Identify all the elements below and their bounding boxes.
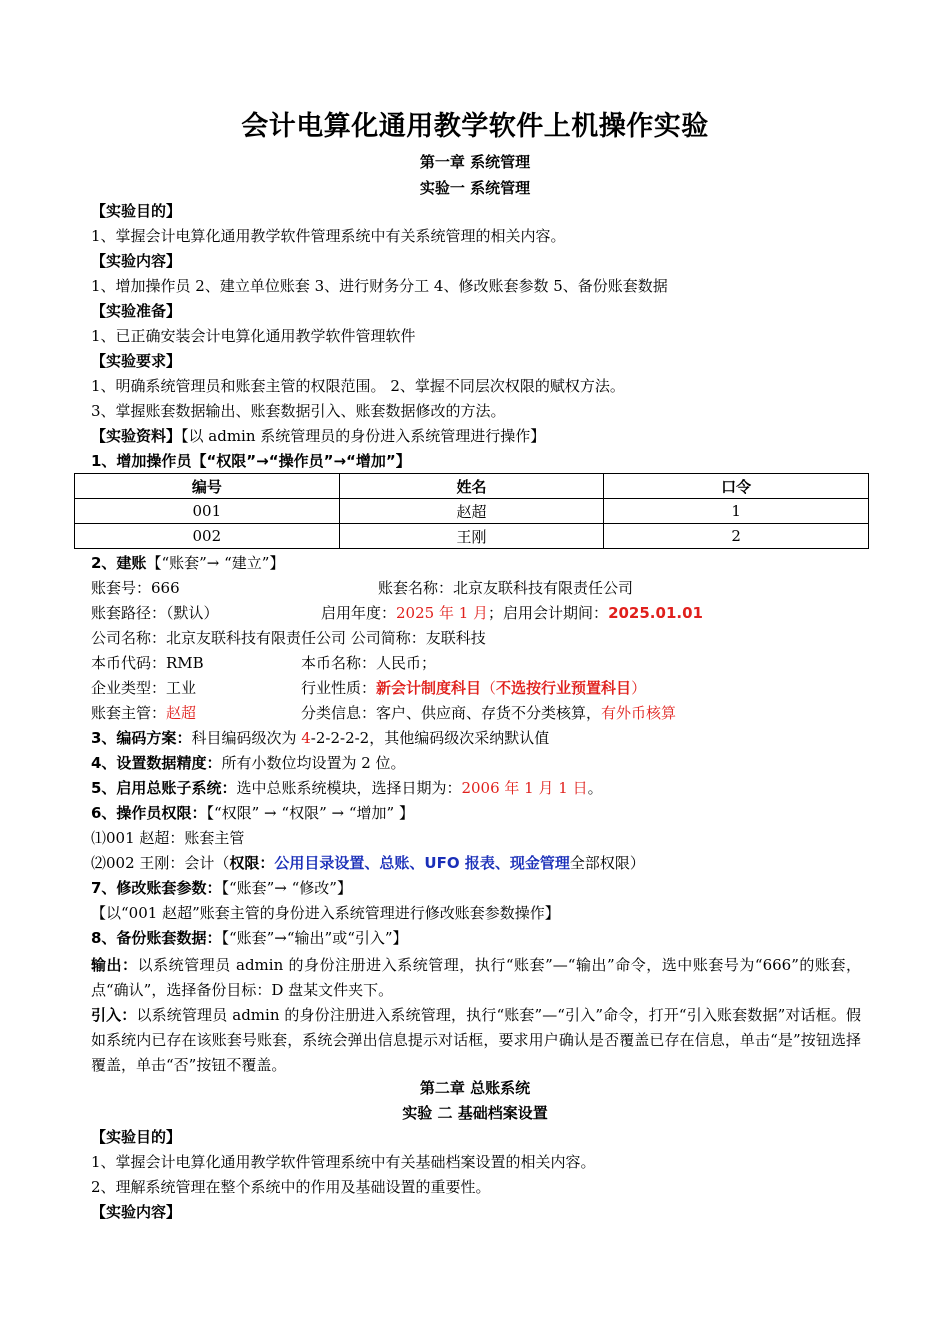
acc-row-4 [91,653,861,673]
acc-row-1 [91,578,861,598]
start-period: 2025.01.01 [608,604,703,622]
coding-label: 3、编码方案： [91,729,192,747]
enable-end: 。 [587,779,603,797]
table-header-row [75,474,869,499]
backup-path: 【“账套”→“输出”或“引入”】 [221,929,408,947]
purpose-item: 2、理解系统管理在整个系统中的作用及基础设置的重要性。 [91,1178,491,1196]
classify-group [301,703,676,723]
precision-label: 4、设置数据精度： [91,754,222,772]
import-text: 以系统管理员 admin 的身份注册进入系统管理，执行“账套”—“引入”命令，打开“引入账套数据”对话框。假如系统内已存在该账套号账套，系统会弹出信息提示对话框，要求用户确认是否覆盖已存在信息，单击“是”按钮选择覆盖，单击“否”按钮不覆盖。 [91,1006,861,1074]
enable-label: 5、启用总账子系统： [91,779,237,797]
export-text: 以系统管理员 admin 的身份注册进入系统管理，执行“账套”—“输出”命令，选中账套号为“666”的账套，点“确认”，选择备份目标：D 盘某文件夹下。 [91,956,861,999]
export-paragraph [91,953,861,1003]
supervisor-name: 赵超 [166,704,197,722]
supervisor-label: 账套主管： [91,704,167,722]
import-label: 引入： [91,1006,137,1024]
section-prep: 【实验准备】 [91,302,182,320]
coding-line [91,728,861,748]
perm-pre: ⑵002 王刚：会计（ [91,854,230,872]
table-cell: 001 [75,499,340,524]
industry-paren: ） [631,679,647,697]
add-operator-heading: 1、增加操作员【“权限”→“操作员”→“增加”】 [91,452,411,470]
requirement-item: 3、掌握账套数据输出、账套数据引入、账套数据修改的方法。 [91,402,506,420]
purpose-item: 1、掌握会计电算化通用教学软件管理系统中有关系统管理的相关内容。 [91,227,566,245]
chapter-heading: 第一章 系统管理 [419,153,531,171]
table-row [75,524,869,549]
enable-line [91,778,861,798]
section-purpose: 【实验目的】 [91,1128,182,1146]
table-cell: 赵超 [339,499,604,524]
account-name: 账套名称：北京友联科技有限责任公司 [378,579,634,597]
coding-text: 科目编码级次为 [191,729,302,747]
data-section-line [91,426,861,446]
industry-value: 新会计制度科目 [376,679,482,697]
perm-items: 公用目录设置、总账、UFO 报表、现金管理 [274,854,570,872]
chapter-heading: 第二章 总账系统 [419,1079,531,1097]
requirement-item: 1、明确系统管理员和账套主管的权限范围。 2、掌握不同层次权限的赋权方法。 [91,377,625,395]
acc-row-3 [91,628,861,648]
acc-row-2 [91,603,861,623]
import-paragraph [91,1003,861,1078]
section-content: 【实验内容】 [91,1203,182,1221]
backup-label: 8、备份账套数据： [91,929,222,947]
table-cell: 1 [604,499,869,524]
coding-highlight: 4 [301,729,311,747]
foreign-currency: 有外币核算 [601,704,677,722]
enable-date: 2006 年 1 月 1 日 [461,779,588,797]
build-path: 【“账套”→ “建立”】 [146,554,285,572]
content-item: 1、增加操作员 2、建立单位账套 3、进行财务分工 4、修改账套参数 5、备份账套数据 [91,277,668,295]
experiment-heading: 实验一 系统管理 [419,179,531,197]
modify-line [91,878,861,898]
company-name: 公司名称：北京友联科技有限责任公司 [91,629,347,647]
operator-table [74,473,869,549]
table-row [75,499,869,524]
enterprise-type: 企业类型：工业 [91,679,197,697]
account-path: 账套路径：（默认） [91,604,219,622]
backup-line [91,928,861,948]
perm-line [91,803,861,823]
start-year: 2025 年 1 月 [396,604,489,622]
data-note: 【以 admin 系统管理员的身份进入系统管理进行操作】 [181,427,546,445]
perm-bold: 权限： [229,854,275,872]
section-content: 【实验内容】 [91,252,182,270]
precision-text: 所有小数位均设置为 2 位。 [221,754,406,772]
start-period-label: ；启用会计期间： [488,604,609,622]
precision-line [91,753,861,773]
start-year-label: 启用年度： [321,604,397,622]
table-cell: 002 [75,524,340,549]
company-abbr: 公司简称：友联科技 [350,629,486,647]
export-label: 输出： [91,956,138,974]
table-cell: 2 [604,524,869,549]
start-year-group [321,603,703,623]
enable-text: 选中总账系统模块，选择日期为： [236,779,462,797]
document-title: 会计电算化通用教学软件上机操作实验 [241,111,709,142]
industry-note: 不选按行业预置科目 [496,679,632,697]
perm-item: ⑴001 赵超：账套主管 [91,829,245,847]
prep-item: 1、已正确安装会计电算化通用教学软件管理软件 [91,327,416,345]
modify-note: 【以“001 赵超”账套主管的身份进入系统管理进行修改账套参数操作】 [91,904,560,922]
build-heading [91,553,861,573]
acc-row-5 [91,678,861,698]
account-number: 账套号：666 [91,579,180,597]
perm-path: 【“权限” → “权限” → “增加” 】 [206,804,414,822]
purpose-item: 1、掌握会计电算化通用教学软件管理系统中有关基础档案设置的相关内容。 [91,1153,596,1171]
experiment-heading: 实验 二 基础档案设置 [402,1104,548,1122]
build-label: 2、建账 [91,554,147,572]
classify-info: 分类信息：客户、供应商、存货不分类核算， [301,704,602,722]
perm-label: 6、操作员权限： [91,804,207,822]
perm-item [91,853,861,873]
industry-paren: （ [481,679,497,697]
currency-code: 本币代码：RMB [91,654,204,672]
section-requirements: 【实验要求】 [91,352,182,370]
section-data: 【实验资料】 [91,427,182,445]
section-purpose: 【实验目的】 [91,202,182,220]
table-header-cell: 姓名 [339,474,604,499]
coding-text: -2-2-2-2，其他编码级次采纳默认值 [310,729,550,747]
industry-label: 行业性质： [301,679,377,697]
perm-post: 全部权限） [569,854,645,872]
modify-label: 7、修改账套参数： [91,879,222,897]
table-cell: 王刚 [339,524,604,549]
industry-group [301,678,646,698]
currency-name: 本币名称：人民币； [301,654,437,672]
modify-path: 【“账套”→ “修改”】 [221,879,352,897]
acc-row-6 [91,703,861,723]
table-header-cell: 编号 [75,474,340,499]
table-header-cell: 口令 [604,474,869,499]
